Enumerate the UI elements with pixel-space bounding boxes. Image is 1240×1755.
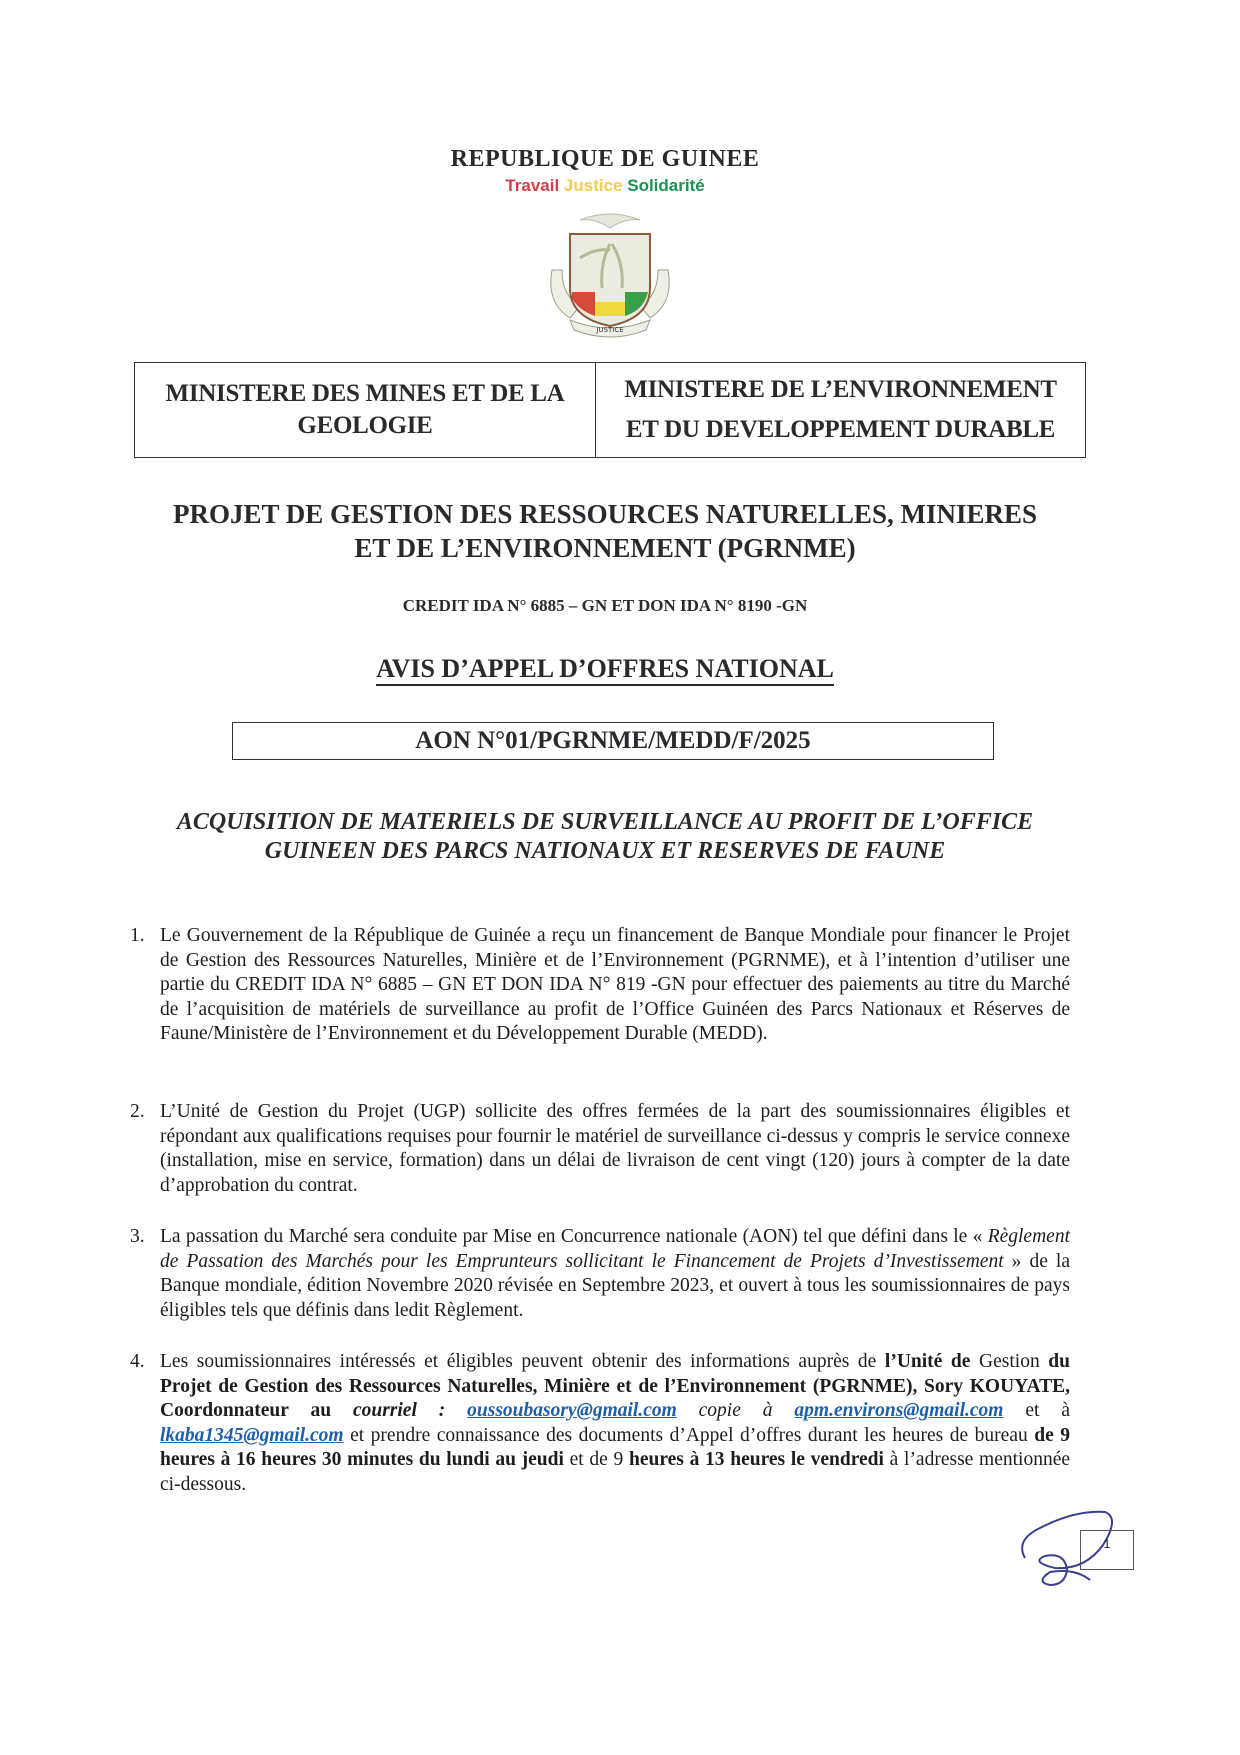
motto-word-justice: Justice — [563, 176, 623, 195]
text-run: et à — [1003, 1400, 1070, 1421]
paragraph-text — [160, 1225, 1070, 1323]
paragraph-3 — [130, 1225, 1070, 1323]
credit-reference: CREDIT IDA N° 6885 – GN ET DON IDA N° 8190 -GN — [402, 596, 808, 615]
text-run: du Projet de Gestion des Ressources Naturelles, Minière et de l’Environnement (PGRNME), Sory KOUYATE, Coordonnateur au — [160, 1351, 1070, 1421]
text-run: » de la Banque mondiale, édition Novembre 2020 révisée en Septembre 2023, et ouvert à tous les soumissionnaires de pays éligibles tels que définis dans ledit Règlement. — [160, 1250, 1071, 1321]
paragraph-4 — [130, 1350, 1070, 1497]
notice-title — [0, 654, 1210, 684]
paragraph-text — [160, 1350, 1070, 1497]
motto-word-solidarite: Solidarité — [627, 176, 705, 195]
ministry-environment — [596, 363, 1085, 457]
paragraph-text: L’Unité de Gestion du Projet (UGP) sollicite des offres fermées de la part des soumissionnaires éligibles et répondant aux qualifications requises pour fournir le matériel de surveillance ci-dessus y compris le service connexe (installation, mise en service, formation) dans un délai de livraison de cent vingt (120) jours à compter de la date d’approbation du contrat. — [160, 1101, 1070, 1196]
coat-of-arms-icon — [540, 208, 680, 340]
text-run: Gestion — [970, 1351, 1049, 1372]
text-run: l’Unité de — [884, 1351, 971, 1372]
project-title-line2: ET DE L’ENVIRONNEMENT (PGRNME) — [354, 532, 856, 563]
regulation-title: Règlement de Passation des Marchés pour les Emprunteurs sollicitant le Financement de Projets d’Investissement — [160, 1226, 1070, 1272]
project-title-line1: PROJET DE GESTION DES RESSOURCES NATURELLES, MINIERES — [173, 499, 1037, 529]
project-title — [0, 498, 1210, 566]
notice-subject — [0, 808, 1210, 866]
text-run: Les soumissionnaires intéressés et éligibles peuvent obtenir des informations auprès de — [160, 1351, 885, 1372]
paragraph-1 — [130, 924, 1070, 1047]
ministry-mines: MINISTERE DES MINES ET DE LA GEOLOGIE — [135, 363, 596, 457]
text-run: La passation du Marché sera conduite par Mise en Concurrence nationale (AON) tel que défini dans le « — [160, 1226, 988, 1247]
paragraph-number: 2. — [130, 1101, 145, 1122]
text-run: à l’adresse mentionnée ci-dessous. — [160, 1449, 1070, 1495]
text-run: copie à — [676, 1400, 795, 1421]
email-link-coordinator[interactable]: oussoubasory@gmail.com — [467, 1400, 677, 1421]
notice-subject-line2: GUINEEN DES PARCS NATIONAUX ET RESERVES DE FAUNE — [264, 837, 946, 864]
notice-title-text: AVIS D’APPEL D’OFFRES NATIONAL — [376, 654, 834, 686]
ministry-environment-line1: MINISTERE DE L’ENVIRONNEMENT — [624, 376, 1057, 403]
notice-reference-box — [232, 722, 994, 760]
text-run: et de 9 — [563, 1449, 629, 1470]
paragraph-text: Le Gouvernement de la République de Guinée a reçu un financement de Banque Mondiale pour financer le Projet de Gestion des Ressources Naturelles, Minière et de l’Environnement (PGRNME), et à l’intention d’utiliser une partie du CREDIT IDA N° 6885 – GN ET DON IDA N° 819 -GN pour effectuer des paiements au titre du Marché de l’acquisition de matériels de surveillance au profit de l’Office Guinéen des Parcs Nationaux et Réserves de Faune/Ministère de l’Environnement et du Développement Durable (MEDD). — [160, 925, 1070, 1044]
email-link-copy-2[interactable]: lkaba1345@gmail.com — [160, 1424, 344, 1446]
notice-reference: AON N°01/PGRNME/MEDD/F/2025 — [415, 727, 811, 754]
page-number: 1 — [1080, 1530, 1134, 1570]
ministry-environment-line2: ET DU DEVELOPPEMENT DURABLE — [625, 416, 1056, 443]
motto-word-travail: Travail — [505, 176, 560, 195]
text-run: et prendre connaissance des documents d’Appel d’offres durant les heures de bureau — [343, 1424, 1035, 1446]
paragraph-number: 1. — [130, 925, 145, 946]
text-run: courriel : — [352, 1400, 468, 1421]
national-motto — [0, 176, 1210, 196]
paragraph-number: 4. — [130, 1351, 145, 1372]
country-title: REPUBLIQUE DE GUINEE — [450, 146, 760, 172]
email-link-copy-1[interactable]: apm.environs@gmail.com — [794, 1400, 1004, 1421]
paragraph-2 — [130, 1100, 1070, 1198]
friday-hours: heures à 13 heures le vendredi — [628, 1449, 884, 1470]
office-hours: de 9 heures à 16 heures 30 minutes du lundi au jeudi — [160, 1424, 1071, 1470]
svg-text:JUSTICE: JUSTICE — [596, 326, 624, 334]
paragraph-number: 3. — [130, 1226, 145, 1247]
notice-subject-line1: ACQUISITION DE MATERIELS DE SURVEILLANCE AU PROFIT DE L’OFFICE — [176, 809, 1034, 835]
ministries-table — [134, 362, 1086, 458]
